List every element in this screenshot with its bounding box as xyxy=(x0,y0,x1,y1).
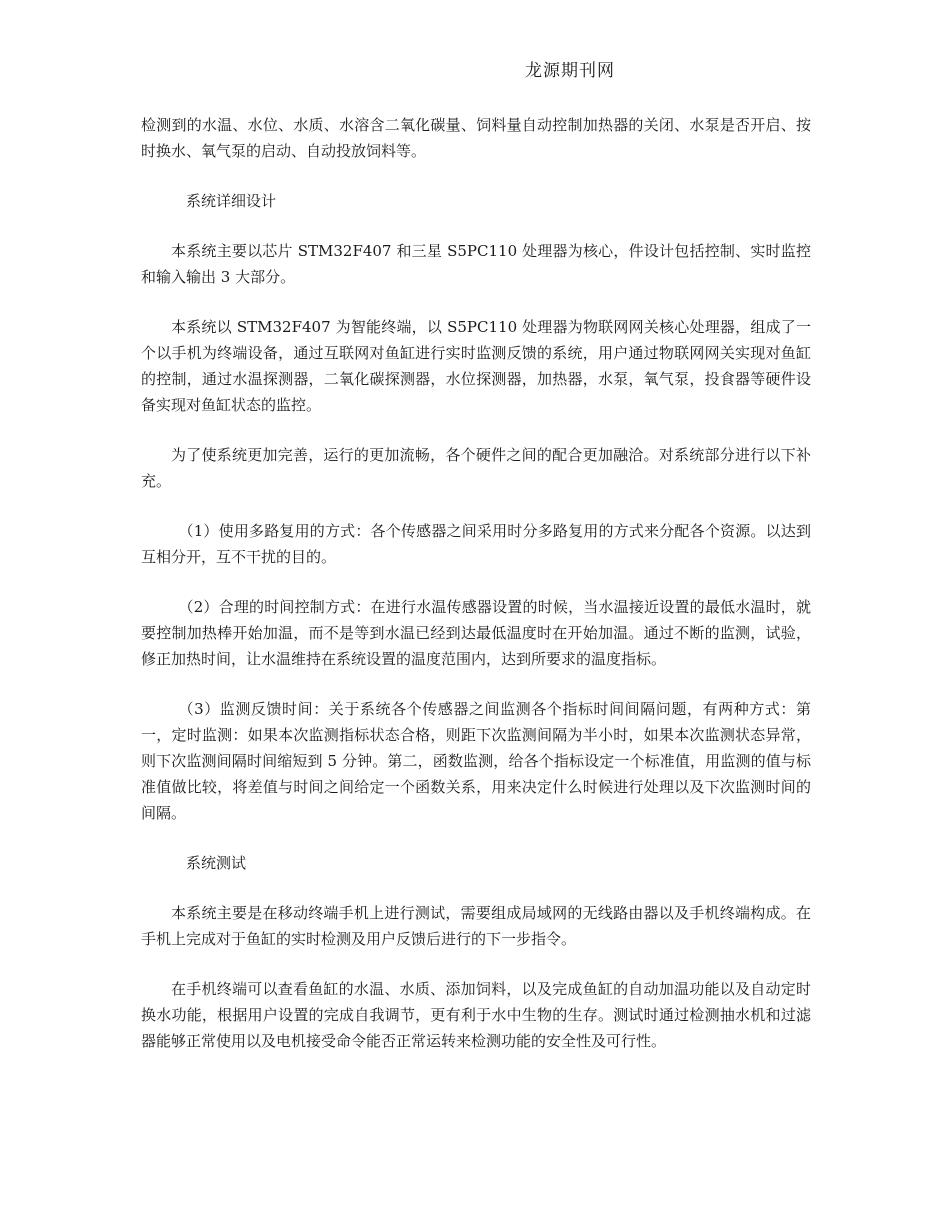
paragraph: 本系统以 STM32F407 为智能终端，以 S5PC110 处理器为物联网网关核心处理器，组成了一个以手机为终端设备，通过互联网对鱼缸进行实时监测反馈的系统，用户通过物联网网关实现对鱼缸的控制，通过水温探测器，二氧化碳探测器，水位探测器，加热器，水泵，氧气泵，投食器等硬件设备实现对鱼缸状态的监控。 xyxy=(141,318,811,414)
paragraph: 为了使系统更加完善，运行的更加流畅，各个硬件之间的配合更加融洽。对系统部分进行以下补充。 xyxy=(141,446,811,490)
list-item: （3）监测反馈时间：关于系统各个传感器之间监测各个指标时间间隔问题，有两种方式：第一，定时监测：如果本次监测指标状态合格，则距下次监测间隔为半小时，如果本次监测状态异常，则下次监测间隔时间缩短到 5 分钟。第二，函数监测，给各个指标设定一个标准值，用监测的值与标准值做比较，将差值与时间之间给定一个函数关系，用来决定什么时候进行处理以及下次监测时间的间隔。 xyxy=(141,700,811,822)
list-item: （1）使用多路复用的方式：各个传感器之间采用时分多路复用的方式来分配各个资源。以达到互相分开，互不干扰的目的。 xyxy=(141,522,811,566)
section-heading: 系统详细设计 xyxy=(186,192,277,210)
page-header: 龙源期刊网 xyxy=(525,61,615,81)
paragraph: 在手机终端可以查看鱼缸的水温、水质、添加饲料，以及完成鱼缸的自动加温功能以及自动定时换水功能，根据用户设置的完成自我调节，更有利于水中生物的生存。测试时通过检测抽水机和过滤器能够正常使用以及电机接受命令能否正常运转来检测功能的安全性及可行性。 xyxy=(141,980,811,1050)
paragraph: 本系统主要是在移动终端手机上进行测试，需要组成局域网的无线路由器以及手机终端构成。在手机上完成对于鱼缸的实时检测及用户反馈后进行的下一步指令。 xyxy=(141,904,811,948)
paragraph: 本系统主要以芯片 STM32F407 和三星 S5PC110 处理器为核心，件设计包括控制、实时监控和输入输出 3 大部分。 xyxy=(141,242,811,286)
document-body xyxy=(141,112,811,1078)
list-item: （2）合理的时间控制方式：在进行水温传感器设置的时候，当水温接近设置的最低水温时，就要控制加热棒开始加温，而不是等到水温已经到达最低温度时在开始加温。通过不断的监测，试验，修正加热时间，让水温维持在系统设置的温度范围内，达到所要求的温度指标。 xyxy=(141,598,811,668)
paragraph: 检测到的水温、水位、水质、水溶含二氧化碳量、饲料量自动控制加热器的关闭、水泵是否开启、按时换水、氧气泵的启动、自动投放饲料等。 xyxy=(141,116,811,160)
section-heading: 系统测试 xyxy=(186,854,247,872)
